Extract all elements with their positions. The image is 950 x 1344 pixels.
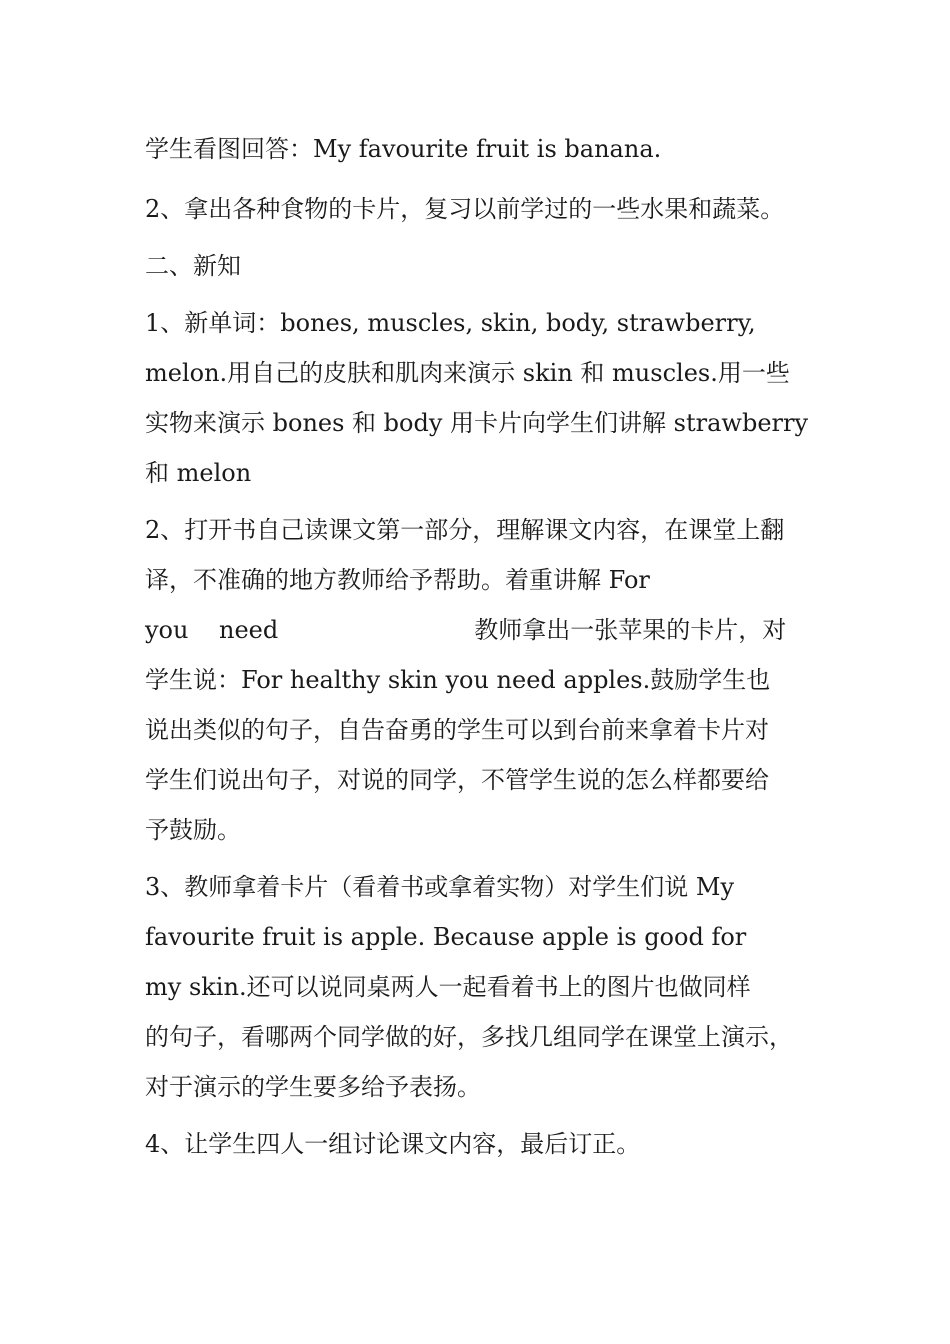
- text-line-step-2-cont-6: 予鼓励。: [145, 816, 241, 844]
- text-line-new-words-cont-2: 实物来演示 bones 和 body 用卡片向学生们讲解 strawberry: [145, 409, 809, 437]
- text-line-step-2-cont-2: [145, 613, 786, 647]
- text-line-new-words-cont-3: 和 melon: [145, 459, 252, 487]
- text-line-step-3-cont-3: 的句子，看哪两个同学做的好，多找几组同学在课堂上演示，: [145, 1023, 793, 1051]
- text-fragment-teacher-card: 教师拿出一张苹果的卡片，对: [474, 616, 787, 644]
- text-line-step-3-cont-2: my skin.还可以说同桌两人一起看着书上的图片也做同样: [145, 973, 751, 1001]
- text-line-step-2-reading: 2、打开书自己读课文第一部分，理解课文内容，在课堂上翻: [145, 516, 785, 544]
- text-line-step-3-cont-1: favourite fruit is apple. Because apple is good for: [145, 923, 747, 951]
- text-line-step-2-cont-4: 说出类似的句子，自告奋勇的学生可以到台前来拿着卡片对: [145, 716, 769, 744]
- text-line-new-words: 1、新单词：bones, muscles, skin, body, strawberry,: [145, 309, 756, 337]
- text-line-step-3-cont-4: 对于演示的学生要多给予表扬。: [145, 1073, 481, 1101]
- text-line-new-words-cont-1: melon.用自己的皮肤和肌肉来演示 skin 和 muscles.用一些: [145, 359, 790, 387]
- text-line-step-3: 3、教师拿着卡片（看着书或拿着实物）对学生们说 My: [145, 873, 735, 901]
- text-line-step-2-cont-1: 译，不准确的地方教师给予帮助。着重讲解 For: [145, 566, 650, 594]
- text-line-step-2-cont-5: 学生们说出句子，对说的同学，不管学生说的怎么样都要给: [145, 766, 769, 794]
- text-line-answer: 学生看图回答：My favourite fruit is banana.: [145, 135, 662, 163]
- section-heading-new-knowledge: 二、新知: [145, 252, 241, 280]
- text-fragment-you-need: you need: [145, 616, 279, 644]
- text-line-step-2-cont-3: 学生说：For healthy skin you need apples.鼓励学生也: [145, 666, 771, 694]
- text-line-step-2-review: 2、拿出各种食物的卡片，复习以前学过的一些水果和蔬菜。: [145, 195, 785, 223]
- text-line-step-4: 4、让学生四人一组讨论课文内容，最后订正。: [145, 1130, 641, 1158]
